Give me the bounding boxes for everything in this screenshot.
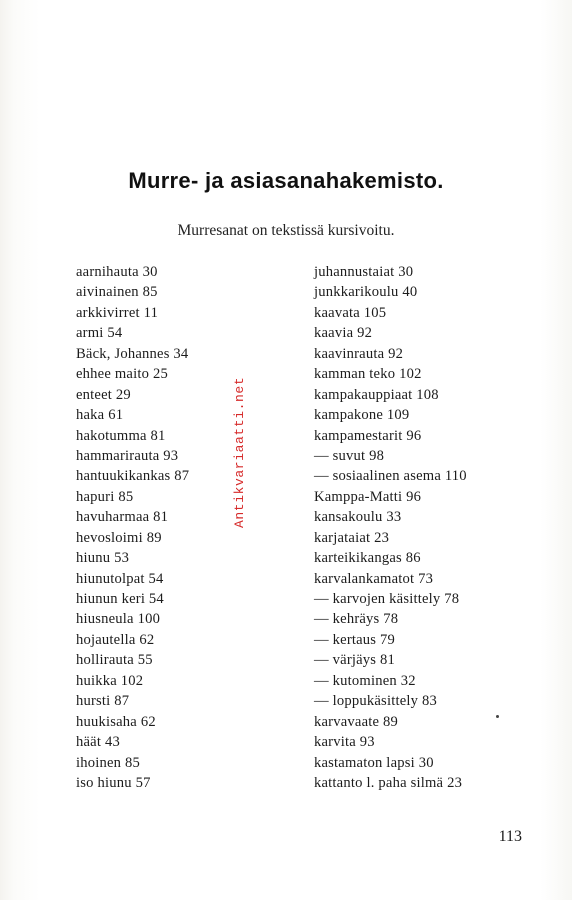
index-entry: arkkivirret 11 (76, 304, 159, 321)
index-entry: kattanto l. paha silmä 23 (314, 774, 463, 791)
index-entry: hiunun keri 54 (76, 591, 164, 607)
index-entry: hammarirauta 93 (76, 447, 179, 464)
index-entry: hapuri 85 (76, 488, 134, 505)
index-entry: kampakone 109 (314, 407, 410, 424)
index-entry: kampamestarit 96 (314, 427, 422, 444)
index-entry: hevosloimi 89 (76, 529, 162, 546)
watermark-stamp: Antikvariaatti.net (232, 376, 247, 528)
index-entry: — kertaus 79 (314, 631, 396, 648)
index-entry: Kamppa-Matti 96 (314, 488, 422, 505)
index-entry: enteet 29 (76, 386, 131, 403)
index-entry: — sosiaalinen asema 110 (314, 468, 467, 485)
page-subtitle: Murresanat on tekstissä kursivoitu. (177, 222, 395, 239)
index-entry: kamman teko 102 (314, 366, 422, 383)
index-entry: karteikikangas 86 (314, 550, 421, 567)
index-entry: häät 43 (76, 734, 120, 751)
index-entry: ihoinen 85 (76, 754, 141, 771)
index-entry: hiusneula 100 (76, 611, 161, 628)
index-entry: hiunutolpat 54 (76, 570, 164, 587)
index-entry: huukisaha 62 (76, 713, 156, 730)
index-entry: — kehräys 78 (314, 611, 399, 628)
index-entry: hakotumma 81 (76, 427, 166, 444)
index-entry: karvalankamatot 73 (314, 570, 434, 587)
index-entry: iso hiunu 57 (76, 774, 151, 791)
index-entry: karjataiat 23 (314, 529, 390, 546)
index-entry: — kutominen 32 (314, 672, 416, 689)
page-number: 113 (498, 828, 522, 845)
index-entry: hojautella 62 (76, 631, 155, 648)
index-entry: Bäck, Johannes 34 (76, 345, 189, 362)
index-entry: kampakauppiaat 108 (314, 386, 439, 403)
index-entry: kastamaton lapsi 30 (314, 754, 434, 771)
index-entry: kaavinrauta 92 (314, 345, 404, 362)
print-speck (496, 715, 499, 718)
index-entry: kansakoulu 33 (314, 509, 402, 526)
index-column-right (314, 262, 534, 793)
index-entry: hursti 87 (76, 693, 130, 710)
index-entry: karvita 93 (314, 734, 375, 751)
index-entry: kaavia 92 (314, 325, 373, 342)
index-entry: aivinainen 85 (76, 284, 158, 301)
index-entry: — karvojen käsittely 78 (314, 591, 460, 607)
index-entry: junkkarikoulu 40 (314, 284, 418, 301)
index-entry: huikka 102 (76, 672, 144, 689)
index-entry: karvavaate 89 (314, 713, 399, 730)
index-entry: ehhee maito 25 (76, 366, 168, 383)
index-entry: hantuukikankas 87 (76, 468, 190, 485)
index-entry: haka 61 (76, 407, 124, 424)
index-entry: juhannustaiat 30 (314, 264, 414, 280)
index-entry: aarnihauta 30 (76, 264, 158, 280)
page-title: Murre- ja asiasanahakemisto. (128, 168, 444, 193)
index-entry: — värjäys 81 (314, 652, 396, 669)
index-entry: hollirauta 55 (76, 652, 153, 669)
index-entry: hiunu 53 (76, 550, 130, 567)
index-entry: havuharmaa 81 (76, 509, 169, 526)
index-entry: — suvut 98 (314, 447, 385, 464)
index-entry: kaavata 105 (314, 304, 387, 321)
index-entry: armi 54 (76, 325, 123, 342)
index-column-left (76, 262, 236, 793)
index-entry: — loppukäsittely 83 (314, 693, 437, 710)
